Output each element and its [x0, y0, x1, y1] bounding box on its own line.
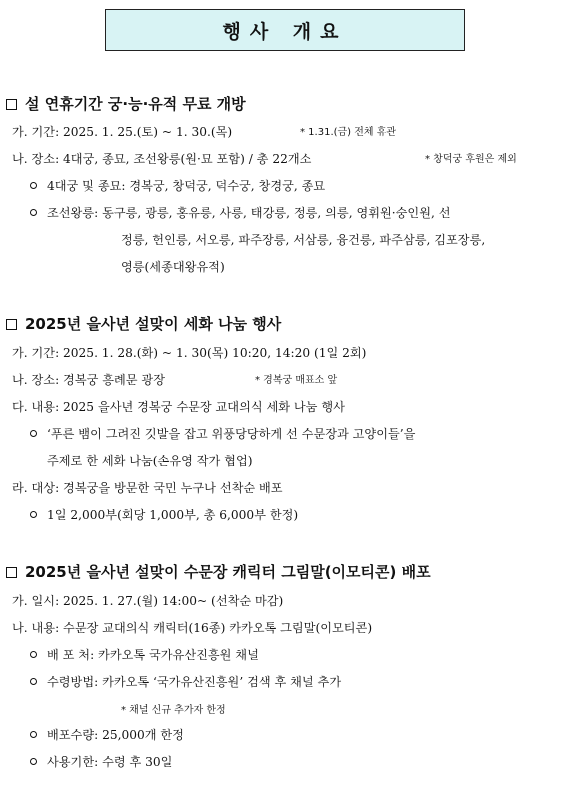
circle-bullet-icon [30, 511, 37, 518]
quantity-text: 1일 2,000부(회당 1,000부, 총 6,000부 한정) [47, 508, 299, 522]
place-line [12, 151, 311, 167]
content-line: 다. 내용: 2025 을사년 경복궁 수문장 교대의식 세화 나눔 행사 [12, 400, 345, 414]
validity-line [30, 754, 172, 770]
section-heading-sehwa [6, 314, 281, 334]
quantity-line [30, 727, 184, 743]
theme-line-1 [30, 426, 415, 442]
square-bullet-icon [6, 99, 17, 110]
quantity-text: 배포수량: 25,000개 한정 [47, 728, 184, 742]
distributor-line [30, 647, 259, 663]
palaces-text: 4대궁 및 종묘: 경복궁, 창덕궁, 덕수궁, 창경궁, 종묘 [47, 179, 326, 193]
period-text: 가. 기간: 2025. 1. 25.(토) ~ 1. 30.(목) [12, 125, 233, 139]
square-bullet-icon [6, 567, 17, 578]
circle-bullet-icon [30, 209, 37, 216]
tombs-line-2: 정릉, 헌인릉, 서오릉, 파주장릉, 서삼릉, 융건릉, 파주삼릉, 김포장릉, [121, 233, 486, 247]
circle-bullet-icon [30, 651, 37, 658]
circle-bullet-icon [30, 758, 37, 765]
circle-bullet-icon [30, 731, 37, 738]
period-note: * 1.31.(금) 전체 휴관 [300, 127, 397, 138]
circle-bullet-icon [30, 678, 37, 685]
page-title: 행사 개요 [105, 9, 465, 51]
quantity-line [30, 507, 298, 523]
tombs-text-1: 조선왕릉: 동구릉, 광릉, 홍유릉, 사릉, 태강릉, 정릉, 의릉, 영휘원·숭인원, 선 [47, 206, 451, 220]
circle-bullet-icon [30, 182, 37, 189]
place-note: * 경복궁 매표소 앞 [255, 375, 338, 386]
validity-text: 사용기한: 수령 후 30일 [47, 755, 173, 769]
distributor-text: 배 포 처: 카카오톡 국가유산진흥원 채널 [47, 648, 259, 662]
square-bullet-icon [6, 319, 17, 330]
period-line: 가. 기간: 2025. 1. 28.(화) ~ 1. 30(목) 10:20, 14:20 (1일 2회) [12, 346, 367, 360]
palaces-line [30, 178, 325, 194]
section-heading-emoticon [6, 562, 431, 582]
circle-bullet-icon [30, 430, 37, 437]
place-note: * 창덕궁 후원은 제외 [425, 154, 517, 165]
place-text: 나. 장소: 4대궁, 종묘, 조선왕릉(원·묘 포함) / 총 22개소 [12, 152, 312, 166]
section-heading-text: 2025년 을사년 설맞이 수문장 캐릭터 그림말(이모티콘) 배포 [25, 563, 431, 581]
tombs-line-3: 영릉(세종대왕유적) [121, 260, 225, 274]
tombs-line-1 [30, 205, 451, 221]
section-heading-text: 2025년 을사년 설맞이 세화 나눔 행사 [25, 315, 282, 333]
content-line: 나. 내용: 수문장 교대의식 캐릭터(16종) 카카오톡 그림말(이모티콘) [12, 621, 373, 635]
section-heading-free-opening [6, 94, 246, 114]
period-line [12, 124, 232, 140]
theme-line-2: 주제로 한 세화 나눔(손유영 작가 협업) [47, 454, 253, 468]
date-line: 가. 일시: 2025. 1. 27.(월) 14:00~ (선착순 마감) [12, 594, 284, 608]
method-note: * 채널 신규 추가자 한정 [121, 705, 226, 716]
method-line [30, 674, 341, 690]
section-heading-text: 설 연휴기간 궁·능·유적 무료 개방 [25, 95, 246, 113]
theme-text-1: ‘푸른 뱀이 그려진 깃발을 잡고 위풍당당하게 선 수문장과 고양이들’을 [47, 427, 416, 441]
place-line: 나. 장소: 경복궁 흥례문 광장 [12, 373, 165, 387]
target-line: 라. 대상: 경복궁을 방문한 국민 누구나 선착순 배포 [12, 481, 283, 495]
method-text: 수령방법: 카카오톡 ‘국가유산진흥원’ 검색 후 채널 추가 [47, 675, 342, 689]
